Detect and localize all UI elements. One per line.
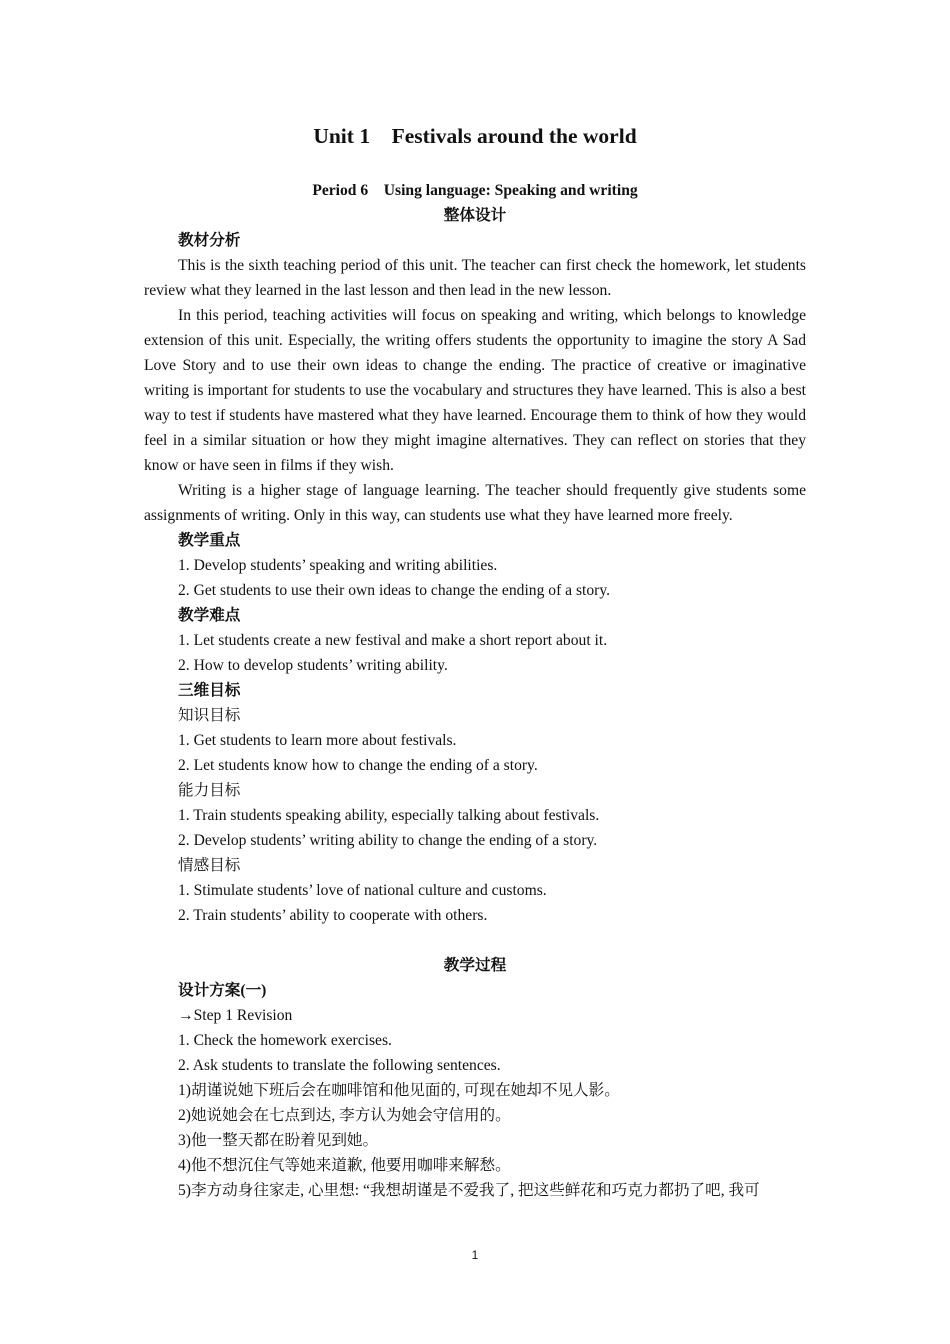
list-item: 1. Let students create a new festival and make a short report about it. (178, 632, 608, 649)
plan-heading: 设计方案(一) (178, 982, 267, 999)
page-number: 1 (471, 1248, 479, 1262)
analysis-heading: 教材分析 (178, 232, 241, 249)
list-item: 1. Train students speaking ability, especially talking about festivals. (178, 807, 600, 824)
ability-objectives-heading: 能力目标 (178, 782, 241, 799)
overall-design-heading: 整体设计 (443, 207, 507, 224)
list-item: 2)她说她会在七点到达, 李方认为她会守信用的。 (178, 1107, 511, 1124)
page-title: Unit 1 Festivals around the world (313, 124, 637, 148)
list-item: 1. Check the homework exercises. (178, 1032, 392, 1049)
list-item: 1. Get students to learn more about festivals. (178, 732, 457, 749)
list-item: 3)他一整天都在盼着见到她。 (178, 1132, 379, 1149)
analysis-paragraph: In this period, teaching activities will focus on speaking and writing, which belongs to knowledge extension of this unit. Especially, the writing offers students the opportunity to imagine the story A Sad Love Story and to use their own ideas to change the ending. The practice of creative or imaginative writing is important for students to use the vocabulary and structures they have learned. This is also a best way to test if students have mastered what they have learned. Encourage them to think of how they would feel in a similar situation or how they might imagine alternatives. They can reflect on stories that they know or have seen in films if they wish. (144, 307, 806, 474)
list-item: 2. Ask students to translate the following sentences. (178, 1057, 501, 1074)
period-subtitle: Period 6 Using language: Speaking and writing (312, 182, 638, 199)
emotion-objectives-heading: 情感目标 (178, 857, 241, 874)
list-item: 1. Stimulate students’ love of national culture and customs. (178, 882, 547, 899)
list-item: 2. Develop students’ writing ability to change the ending of a story. (178, 832, 598, 849)
list-item: 1)胡谨说她下班后会在咖啡馆和他见面的, 可现在她却不见人影。 (178, 1082, 620, 1099)
analysis-paragraph: Writing is a higher stage of language learning. The teacher should frequently give students some assignments of writing. Only in this way, can students use what they have learned more freely. (144, 482, 806, 524)
step-heading: →Step 1 Revision (178, 1007, 293, 1024)
process-heading: 教学过程 (443, 957, 507, 974)
list-item: 5)李方动身往家走, 心里想: “我想胡谨是不爱我了, 把这些鲜花和巧克力都扔了吧, 我可 (178, 1182, 760, 1199)
list-item: 2. Let students know how to change the ending of a story. (178, 757, 538, 774)
analysis-paragraph: This is the sixth teaching period of this unit. The teacher can first check the homework, let students review what they learned in the last lesson and then lead in the new lesson. (144, 257, 806, 299)
list-item: 2. How to develop students’ writing ability. (178, 657, 448, 674)
list-item: 1. Develop students’ speaking and writing abilities. (178, 557, 498, 574)
key-points-heading: 教学重点 (178, 532, 241, 549)
knowledge-objectives-heading: 知识目标 (178, 707, 241, 724)
blank-line (144, 928, 806, 953)
page-content (144, 120, 806, 1203)
list-item: 2. Train students’ ability to cooperate with others. (178, 907, 488, 924)
list-item: 4)他不想沉住气等她来道歉, 他要用咖啡来解愁。 (178, 1157, 511, 1174)
objectives-heading: 三维目标 (178, 682, 241, 699)
difficult-points-heading: 教学难点 (178, 607, 241, 624)
list-item: 2. Get students to use their own ideas to change the ending of a story. (178, 582, 611, 599)
